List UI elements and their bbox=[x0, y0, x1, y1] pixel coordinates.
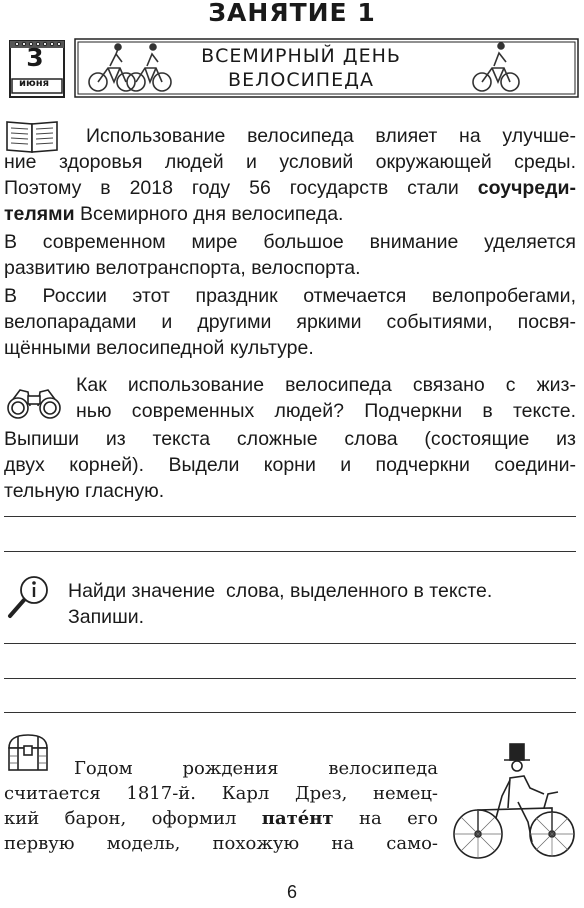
lesson-title: ЗАНЯТИЕ 1 bbox=[208, 0, 376, 27]
answer-line[interactable] bbox=[4, 551, 576, 552]
draisine-rider-illustration bbox=[448, 738, 578, 866]
calendar-day: 3 bbox=[26, 43, 44, 72]
answer-line[interactable] bbox=[4, 712, 576, 713]
patent-word: пате́нт bbox=[261, 808, 334, 829]
answer-line[interactable] bbox=[4, 643, 576, 644]
answer-line[interactable] bbox=[4, 516, 576, 517]
highlighted-word: соучреди- bbox=[477, 177, 577, 199]
task1-text: Как использование велосипеда связано с жиз- нью современных людей? Подчеркни в тексте. Выпиши из текста сложные слова (состоящие из двух корней). Выдели корни и подчеркни соедини- тельную гласную. bbox=[4, 374, 576, 502]
answer-line[interactable] bbox=[4, 678, 576, 679]
calendar-month: июня bbox=[18, 78, 50, 89]
reading-text: Использование велосипеда влияет на улучше- ние здоровья людей и условий окружающей среды. Поэтому в 2018 году 56 государств стали соучреди- телями Всемирного дня велосипеда. В современном мире большое внимание уделяется развитию велотранспорта, велоспорта. В России этот праздник отмечается велопробегами, велопарадами и другими яркими событиями, посвя- щёнными велосипедной культуре. bbox=[4, 125, 577, 359]
banner-title: ВСЕМИРНЫЙ ДЕНЬ ВЕЛОСИПЕДА bbox=[201, 45, 401, 91]
fact-text: Годом рождения велосипеда считается 1817-й. Карл Дрез, немец- кий барон, оформил пате́нт на его первую модель, похожую на само- bbox=[4, 758, 438, 854]
page-number: 6 bbox=[286, 882, 297, 902]
magnifier-info-icon bbox=[6, 574, 50, 620]
task2-text: Найди значение слова, выделенного в тексте. Запиши. bbox=[68, 580, 493, 628]
